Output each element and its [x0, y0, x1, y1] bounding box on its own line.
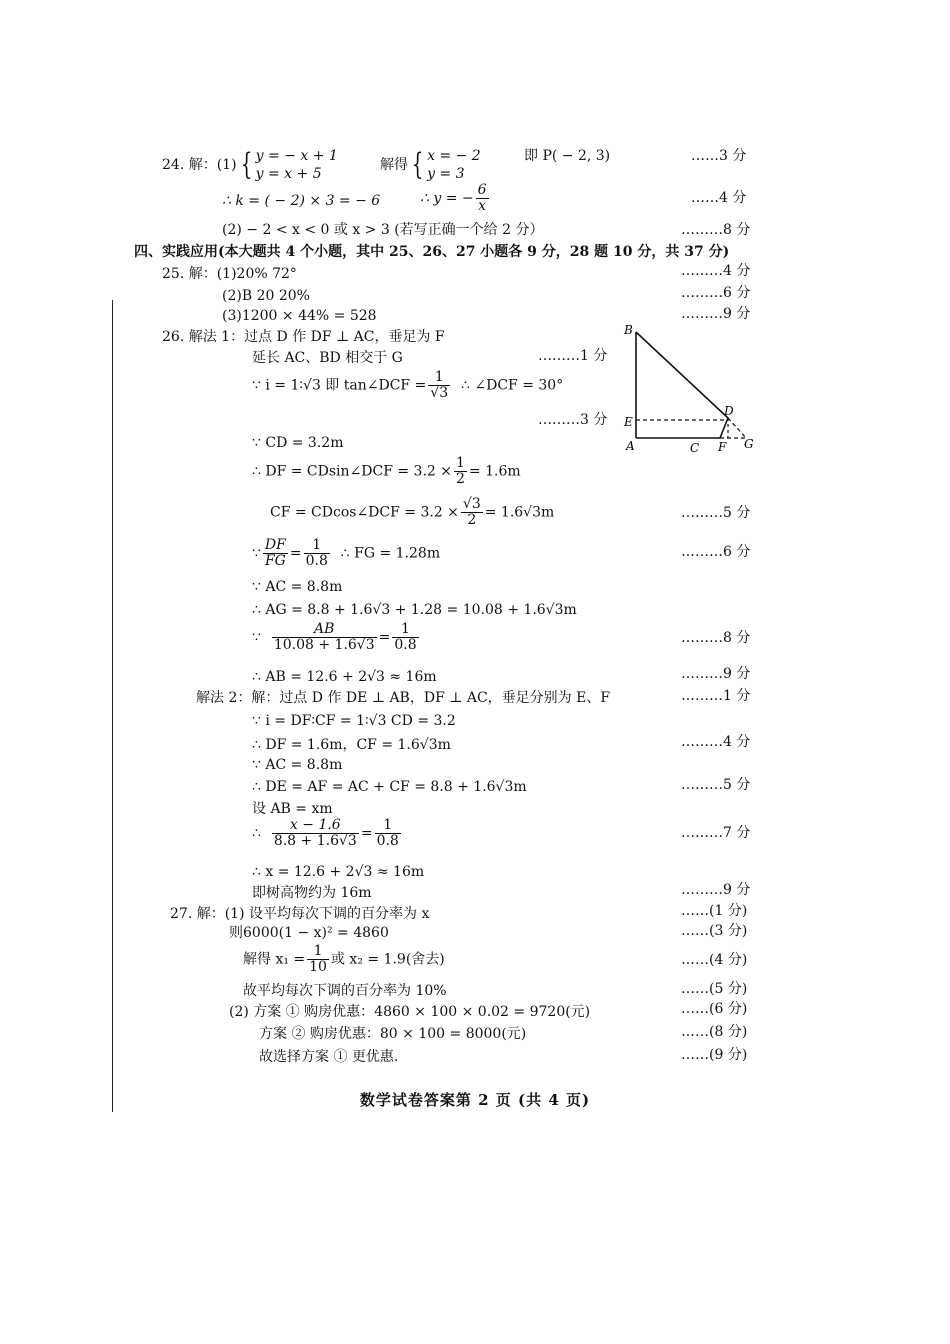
- fig-label-f: F: [718, 440, 727, 454]
- q27-line3-a: 解得 x₁ =: [243, 951, 306, 968]
- q26-m2-score7: ………7 分: [681, 825, 751, 841]
- q26-line7-pre: ∵: [252, 545, 261, 562]
- q24-head: 24. 解：(1): [162, 157, 237, 173]
- q26-line3-num: 1: [428, 370, 450, 386]
- fig-line-dg: [728, 418, 746, 438]
- q26-m2-line7-eq: =: [360, 825, 373, 842]
- q26-m2-score1: ………1 分: [681, 688, 751, 704]
- brace-icon: {: [411, 147, 424, 182]
- q26-line8: ∵ AC = 8.8m: [252, 579, 343, 595]
- q26-line6-den: 2: [467, 512, 477, 528]
- q27-line6: 方案 ② 购房优惠：80 × 100 = 8000(元): [259, 1026, 527, 1042]
- q26-line7-frac1: [263, 538, 288, 569]
- q26-line10: [252, 622, 421, 653]
- q27-line4: 故平均每次下调的百分率为 10%: [243, 983, 447, 999]
- q27-score2: ……(3 分): [681, 923, 748, 939]
- q24-solve-label: 解得: [380, 157, 408, 173]
- q26-line11: ∴ AB = 12.6 + 2√3 ≈ 16m: [252, 669, 437, 685]
- q24-y-num: 6: [477, 182, 487, 198]
- q25-line2: (2)B 20 20%: [222, 288, 310, 304]
- q26-line5-den: 2: [456, 471, 465, 487]
- q26-score-line6: ………5 分: [681, 505, 751, 521]
- q26-m2-line2: ∵ i = DF∶CF = 1∶√3 CD = 3.2: [252, 713, 456, 729]
- q24-solve: [380, 147, 481, 183]
- q27-line3-b: 或 x₂ = 1.9(舍去): [330, 951, 445, 968]
- fig-line-cd: [720, 418, 728, 438]
- q27-line3-den: 10: [309, 959, 327, 975]
- q24-part2: (2) − 2 < x < 0 或 x > 3 (若写正确一个给 2 分）: [222, 222, 544, 238]
- q26-line7-den1: FG: [264, 553, 286, 569]
- q24-sys1-b: y = x + 5: [255, 166, 322, 182]
- q26-line7-eq: =: [289, 545, 302, 562]
- q26-score-line10: ………8 分: [681, 630, 751, 646]
- q27-line7: 故选择方案 ① 更优惠.: [259, 1049, 399, 1065]
- q24-system2: [427, 147, 481, 183]
- q26-line7-num2: 1: [304, 538, 330, 554]
- q25-score2: ………6 分: [681, 285, 751, 301]
- q26-score-line11: ………9 分: [681, 666, 751, 682]
- q26-line3: [252, 370, 563, 401]
- q24-score3: ………8 分: [681, 222, 751, 238]
- q25-score3: ………9 分: [681, 306, 751, 322]
- q26-line10-den2: 0.8: [394, 637, 417, 653]
- q26-line10-frac2: [392, 622, 418, 653]
- q27-line3-frac: [307, 944, 329, 975]
- q26-line9: ∴ AG = 8.8 + 1.6√3 + 1.28 = 10.08 + 1.6√3m: [252, 602, 577, 618]
- page-margin-line: [112, 300, 113, 1112]
- q26-score-line3: ………3 分: [538, 412, 608, 428]
- q26-line5-b: = 1.6m: [468, 463, 521, 480]
- q26-score-line2: ………1 分: [538, 348, 608, 364]
- q27-score7: ……(9 分): [681, 1047, 748, 1063]
- fig-label-c: C: [690, 441, 700, 455]
- q27-line3-num: 1: [307, 944, 329, 960]
- q26-line3-b: ∴ ∠DCF = 30°: [461, 377, 564, 394]
- q26-line2: 延长 AC、BD 相交于 G: [252, 350, 403, 366]
- q24-y-line: [420, 183, 491, 214]
- q27-line5: (2) 方案 ① 购房优惠：4860 × 100 × 0.02 = 9720(元): [229, 1004, 591, 1020]
- q26-line10-num: AB: [272, 622, 377, 638]
- q26-m2-score5: ………5 分: [681, 777, 751, 793]
- q24-sys2-a: x = − 2: [427, 148, 481, 164]
- q27-line2: 则6000(1 − x)² = 4860: [229, 925, 389, 941]
- q26-m2-line1: 解法 2：解：过点 D 作 DE ⊥ AB，DF ⊥ AC，垂足分别为 E、F: [196, 690, 611, 706]
- q24-line1: [162, 147, 338, 183]
- q26-line3-den: √3: [430, 385, 449, 401]
- q26-line3-frac: [428, 370, 450, 401]
- q26-m2-line7-num: x − 1.6: [272, 818, 359, 834]
- q26-line6-b: = 1.6√3m: [484, 504, 555, 521]
- q26-figure: [620, 320, 760, 460]
- q26-score-line7: ………6 分: [681, 544, 751, 560]
- brace-icon: {: [240, 147, 252, 182]
- q27-score4: ……(5 分): [681, 981, 748, 997]
- q26-line5-frac: [454, 456, 467, 487]
- fig-label-g: G: [744, 437, 754, 451]
- q24-system1: [256, 147, 338, 183]
- q27-score5: ……(6 分): [681, 1001, 748, 1017]
- fig-label-d: D: [724, 404, 734, 418]
- fig-label-b: B: [624, 323, 633, 337]
- q24-y-den: x: [478, 198, 487, 214]
- q24-score1: ……3 分: [691, 148, 747, 164]
- q26-m2-line7-frac2: [375, 818, 401, 849]
- q27-score6: ……(8 分): [681, 1024, 748, 1040]
- q26-m2-line6: 设 AB = xm: [252, 801, 333, 817]
- q26-line3-a: ∵ i = 1∶√3 即 tan∠DCF =: [252, 377, 427, 394]
- q24-sys1-a: y = − x + 1: [255, 148, 338, 164]
- q24-y-prefix: ∴ y = −: [420, 190, 474, 207]
- q27-score3: ……(4 分): [681, 952, 748, 968]
- q26-line7-frac2: [304, 538, 330, 569]
- q24-sys2-b: y = 3: [427, 166, 465, 182]
- q26-line10-pre: ∵: [252, 629, 261, 646]
- q26-line7-num1: DF: [264, 537, 286, 553]
- q26-m2-line8: ∴ x = 12.6 + 2√3 ≈ 16m: [252, 864, 425, 880]
- q26-m2-line4: ∵ AC = 8.8m: [252, 757, 343, 773]
- q26-line7: [252, 538, 440, 569]
- section-4-heading: 四、实践应用(本大题共 4 个小题，其中 25、26、27 小题各 9 分，28 题 10 分，共 37 分): [134, 244, 730, 260]
- q26-m2-score3: ………4 分: [681, 734, 751, 750]
- q26-line7-b: ∴ FG = 1.28m: [340, 545, 441, 562]
- q26-line5-num: 1: [456, 455, 465, 471]
- q26-m2-line7: [252, 818, 403, 849]
- q26-m2-line9: 即树高物约为 16m: [252, 885, 372, 901]
- fig-line-bd: [636, 332, 728, 418]
- q26-line6-frac: [461, 497, 483, 528]
- fig-label-e: E: [624, 415, 633, 429]
- q24-k-line: ∴ k = ( − 2) × 3 = − 6: [222, 193, 381, 209]
- q26-line10-frac1: [272, 622, 377, 653]
- q25-line1: 25. 解：(1)20% 72°: [162, 266, 297, 282]
- fig-label-a: A: [626, 439, 635, 453]
- q25-score1: ………4 分: [681, 263, 751, 279]
- q27-line1: 27. 解：(1) 设平均每次下调的百分率为 x: [170, 906, 430, 922]
- q26-m2-line5: ∴ DE = AF = AC + CF = 8.8 + 1.6√3m: [252, 779, 527, 795]
- q24-y-frac: [476, 183, 489, 214]
- page-footer: 数学试卷答案第 2 页 (共 4 页): [359, 1091, 591, 1109]
- q26-m2-line7-num2: 1: [375, 818, 401, 834]
- q26-line6-num: √3: [462, 496, 481, 512]
- q26-m2-line7-den: 8.8 + 1.6√3: [273, 833, 357, 849]
- q25-line3: (3)1200 × 44% = 528: [222, 308, 377, 324]
- q26-line5-a: ∴ DF = CDsin∠DCF = 3.2 ×: [252, 463, 452, 480]
- q26-line10-eq: =: [378, 629, 391, 646]
- q27-line3: [243, 944, 445, 975]
- q26-line6: [270, 497, 554, 528]
- q26-line10-num2: 1: [392, 622, 418, 638]
- q26-line4: ∵ CD = 3.2m: [252, 435, 344, 451]
- q24-score2: ……4 分: [691, 190, 747, 206]
- q26-m2-line7-den2: 0.8: [376, 833, 399, 849]
- q26-line6-a: CF = CDcos∠DCF = 3.2 ×: [270, 504, 459, 521]
- q26-line7-den2: 0.8: [305, 553, 328, 569]
- q26-line1: 26. 解法 1：过点 D 作 DF ⊥ AC，垂足为 F: [162, 329, 445, 345]
- q26-m2-line3: ∴ DF = 1.6m，CF = 1.6√3m: [252, 737, 451, 753]
- q26-m2-line7-frac1: [272, 818, 359, 849]
- q26-m2-score9: ………9 分: [681, 882, 751, 898]
- q24-point: 即 P( − 2, 3): [524, 148, 611, 164]
- q27-score1: ……(1 分): [681, 903, 748, 919]
- q26-m2-line7-pre: ∴: [252, 825, 261, 842]
- q26-line5: [252, 456, 521, 487]
- q26-line10-den: 10.08 + 1.6√3: [273, 637, 375, 653]
